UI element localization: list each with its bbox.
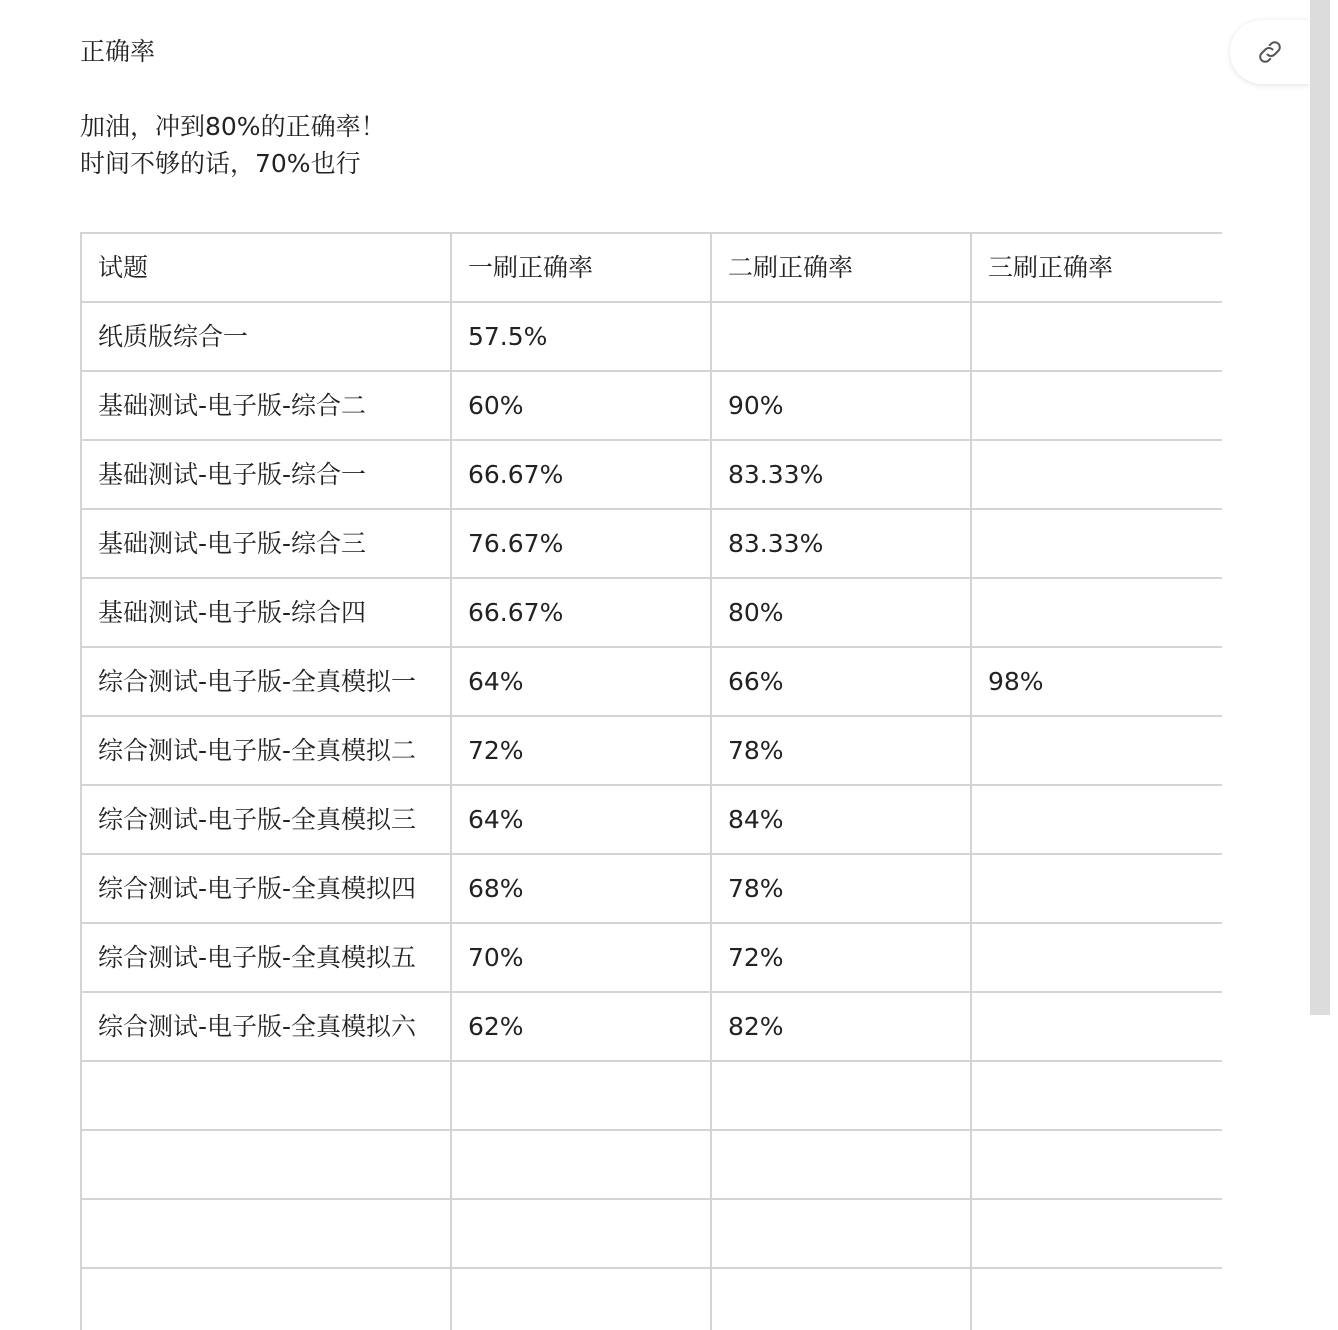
table-cell[interactable]	[451, 1130, 711, 1199]
table-cell[interactable]	[971, 302, 1222, 371]
table-cell[interactable]: 66.67%	[451, 440, 711, 509]
note-line: 时间不够的话，70%也行	[80, 149, 361, 178]
table-cell[interactable]	[971, 923, 1222, 992]
link-icon	[1255, 37, 1285, 67]
table-cell[interactable]: 综合测试-电子版-全真模拟二	[81, 716, 451, 785]
table-cell[interactable]	[971, 992, 1222, 1061]
page-title: 正确率	[80, 37, 156, 66]
table-cell[interactable]: 82%	[711, 992, 971, 1061]
table-cell[interactable]: 98%	[971, 647, 1222, 716]
table-cell[interactable]	[711, 1130, 971, 1199]
table-cell[interactable]: 基础测试-电子版-综合二	[81, 371, 451, 440]
table-cell[interactable]: 综合测试-电子版-全真模拟三	[81, 785, 451, 854]
table-cell[interactable]: 90%	[711, 371, 971, 440]
column-header: 三刷正确率	[971, 233, 1222, 302]
table-cell[interactable]	[971, 1061, 1222, 1130]
table-cell[interactable]	[971, 1268, 1222, 1330]
table-cell[interactable]: 68%	[451, 854, 711, 923]
table-cell[interactable]: 70%	[451, 923, 711, 992]
table-cell[interactable]	[81, 1268, 451, 1330]
table-row	[81, 1061, 1222, 1130]
table-cell[interactable]: 64%	[451, 785, 711, 854]
table-row	[81, 716, 1222, 785]
table-cell[interactable]: 78%	[711, 716, 971, 785]
table-cell[interactable]	[711, 302, 971, 371]
table-row	[81, 1199, 1222, 1268]
table-cell[interactable]: 78%	[711, 854, 971, 923]
table-cell[interactable]: 基础测试-电子版-综合四	[81, 578, 451, 647]
table-cell[interactable]: 62%	[451, 992, 711, 1061]
table-cell[interactable]	[971, 440, 1222, 509]
table-cell[interactable]	[711, 1199, 971, 1268]
table-row	[81, 785, 1222, 854]
table-cell[interactable]	[971, 716, 1222, 785]
table-cell[interactable]	[81, 1061, 451, 1130]
table-cell[interactable]: 83.33%	[711, 509, 971, 578]
table-row	[81, 1130, 1222, 1199]
table-cell[interactable]: 纸质版综合一	[81, 302, 451, 371]
table-cell[interactable]: 83.33%	[711, 440, 971, 509]
table-row	[81, 440, 1222, 509]
table-cell[interactable]: 基础测试-电子版-综合三	[81, 509, 451, 578]
table-row	[81, 854, 1222, 923]
vertical-scrollbar[interactable]	[1310, 0, 1330, 1015]
column-header: 一刷正确率	[451, 233, 711, 302]
table-cell[interactable]: 72%	[711, 923, 971, 992]
accuracy-table	[80, 232, 1222, 1330]
table-cell[interactable]: 66%	[711, 647, 971, 716]
table-cell[interactable]: 综合测试-电子版-全真模拟四	[81, 854, 451, 923]
note-text	[80, 108, 386, 182]
table-cell[interactable]: 84%	[711, 785, 971, 854]
table-cell[interactable]	[451, 1268, 711, 1330]
table-cell[interactable]	[451, 1061, 711, 1130]
table-cell[interactable]	[81, 1130, 451, 1199]
table-cell[interactable]: 57.5%	[451, 302, 711, 371]
table-cell[interactable]	[971, 1130, 1222, 1199]
table-cell[interactable]: 64%	[451, 647, 711, 716]
table-cell[interactable]: 76.67%	[451, 509, 711, 578]
column-header: 二刷正确率	[711, 233, 971, 302]
table-row	[81, 647, 1222, 716]
table-cell[interactable]	[971, 785, 1222, 854]
table-row	[81, 992, 1222, 1061]
table-cell[interactable]: 66.67%	[451, 578, 711, 647]
table-row	[81, 578, 1222, 647]
copy-link-button[interactable]	[1230, 20, 1310, 84]
table-row	[81, 1268, 1222, 1330]
table-cell[interactable]	[971, 854, 1222, 923]
table-header-row	[81, 233, 1222, 302]
table-cell[interactable]	[81, 1199, 451, 1268]
table-cell[interactable]	[451, 1199, 711, 1268]
table-row	[81, 302, 1222, 371]
table-row	[81, 923, 1222, 992]
table-cell[interactable]: 综合测试-电子版-全真模拟一	[81, 647, 451, 716]
table-cell[interactable]: 72%	[451, 716, 711, 785]
column-header: 试题	[81, 233, 451, 302]
note-line: 加油，冲到80%的正确率！	[80, 112, 386, 141]
table-cell[interactable]	[971, 1199, 1222, 1268]
table-cell[interactable]: 80%	[711, 578, 971, 647]
table-row	[81, 371, 1222, 440]
table-cell[interactable]: 综合测试-电子版-全真模拟五	[81, 923, 451, 992]
table-cell[interactable]	[971, 371, 1222, 440]
accuracy-table-container	[80, 232, 1222, 1330]
table-cell[interactable]: 综合测试-电子版-全真模拟六	[81, 992, 451, 1061]
table-cell[interactable]: 60%	[451, 371, 711, 440]
table-row	[81, 509, 1222, 578]
table-cell[interactable]	[711, 1061, 971, 1130]
table-cell[interactable]	[971, 578, 1222, 647]
table-cell[interactable]: 基础测试-电子版-综合一	[81, 440, 451, 509]
table-cell[interactable]	[971, 509, 1222, 578]
table-cell[interactable]	[711, 1268, 971, 1330]
